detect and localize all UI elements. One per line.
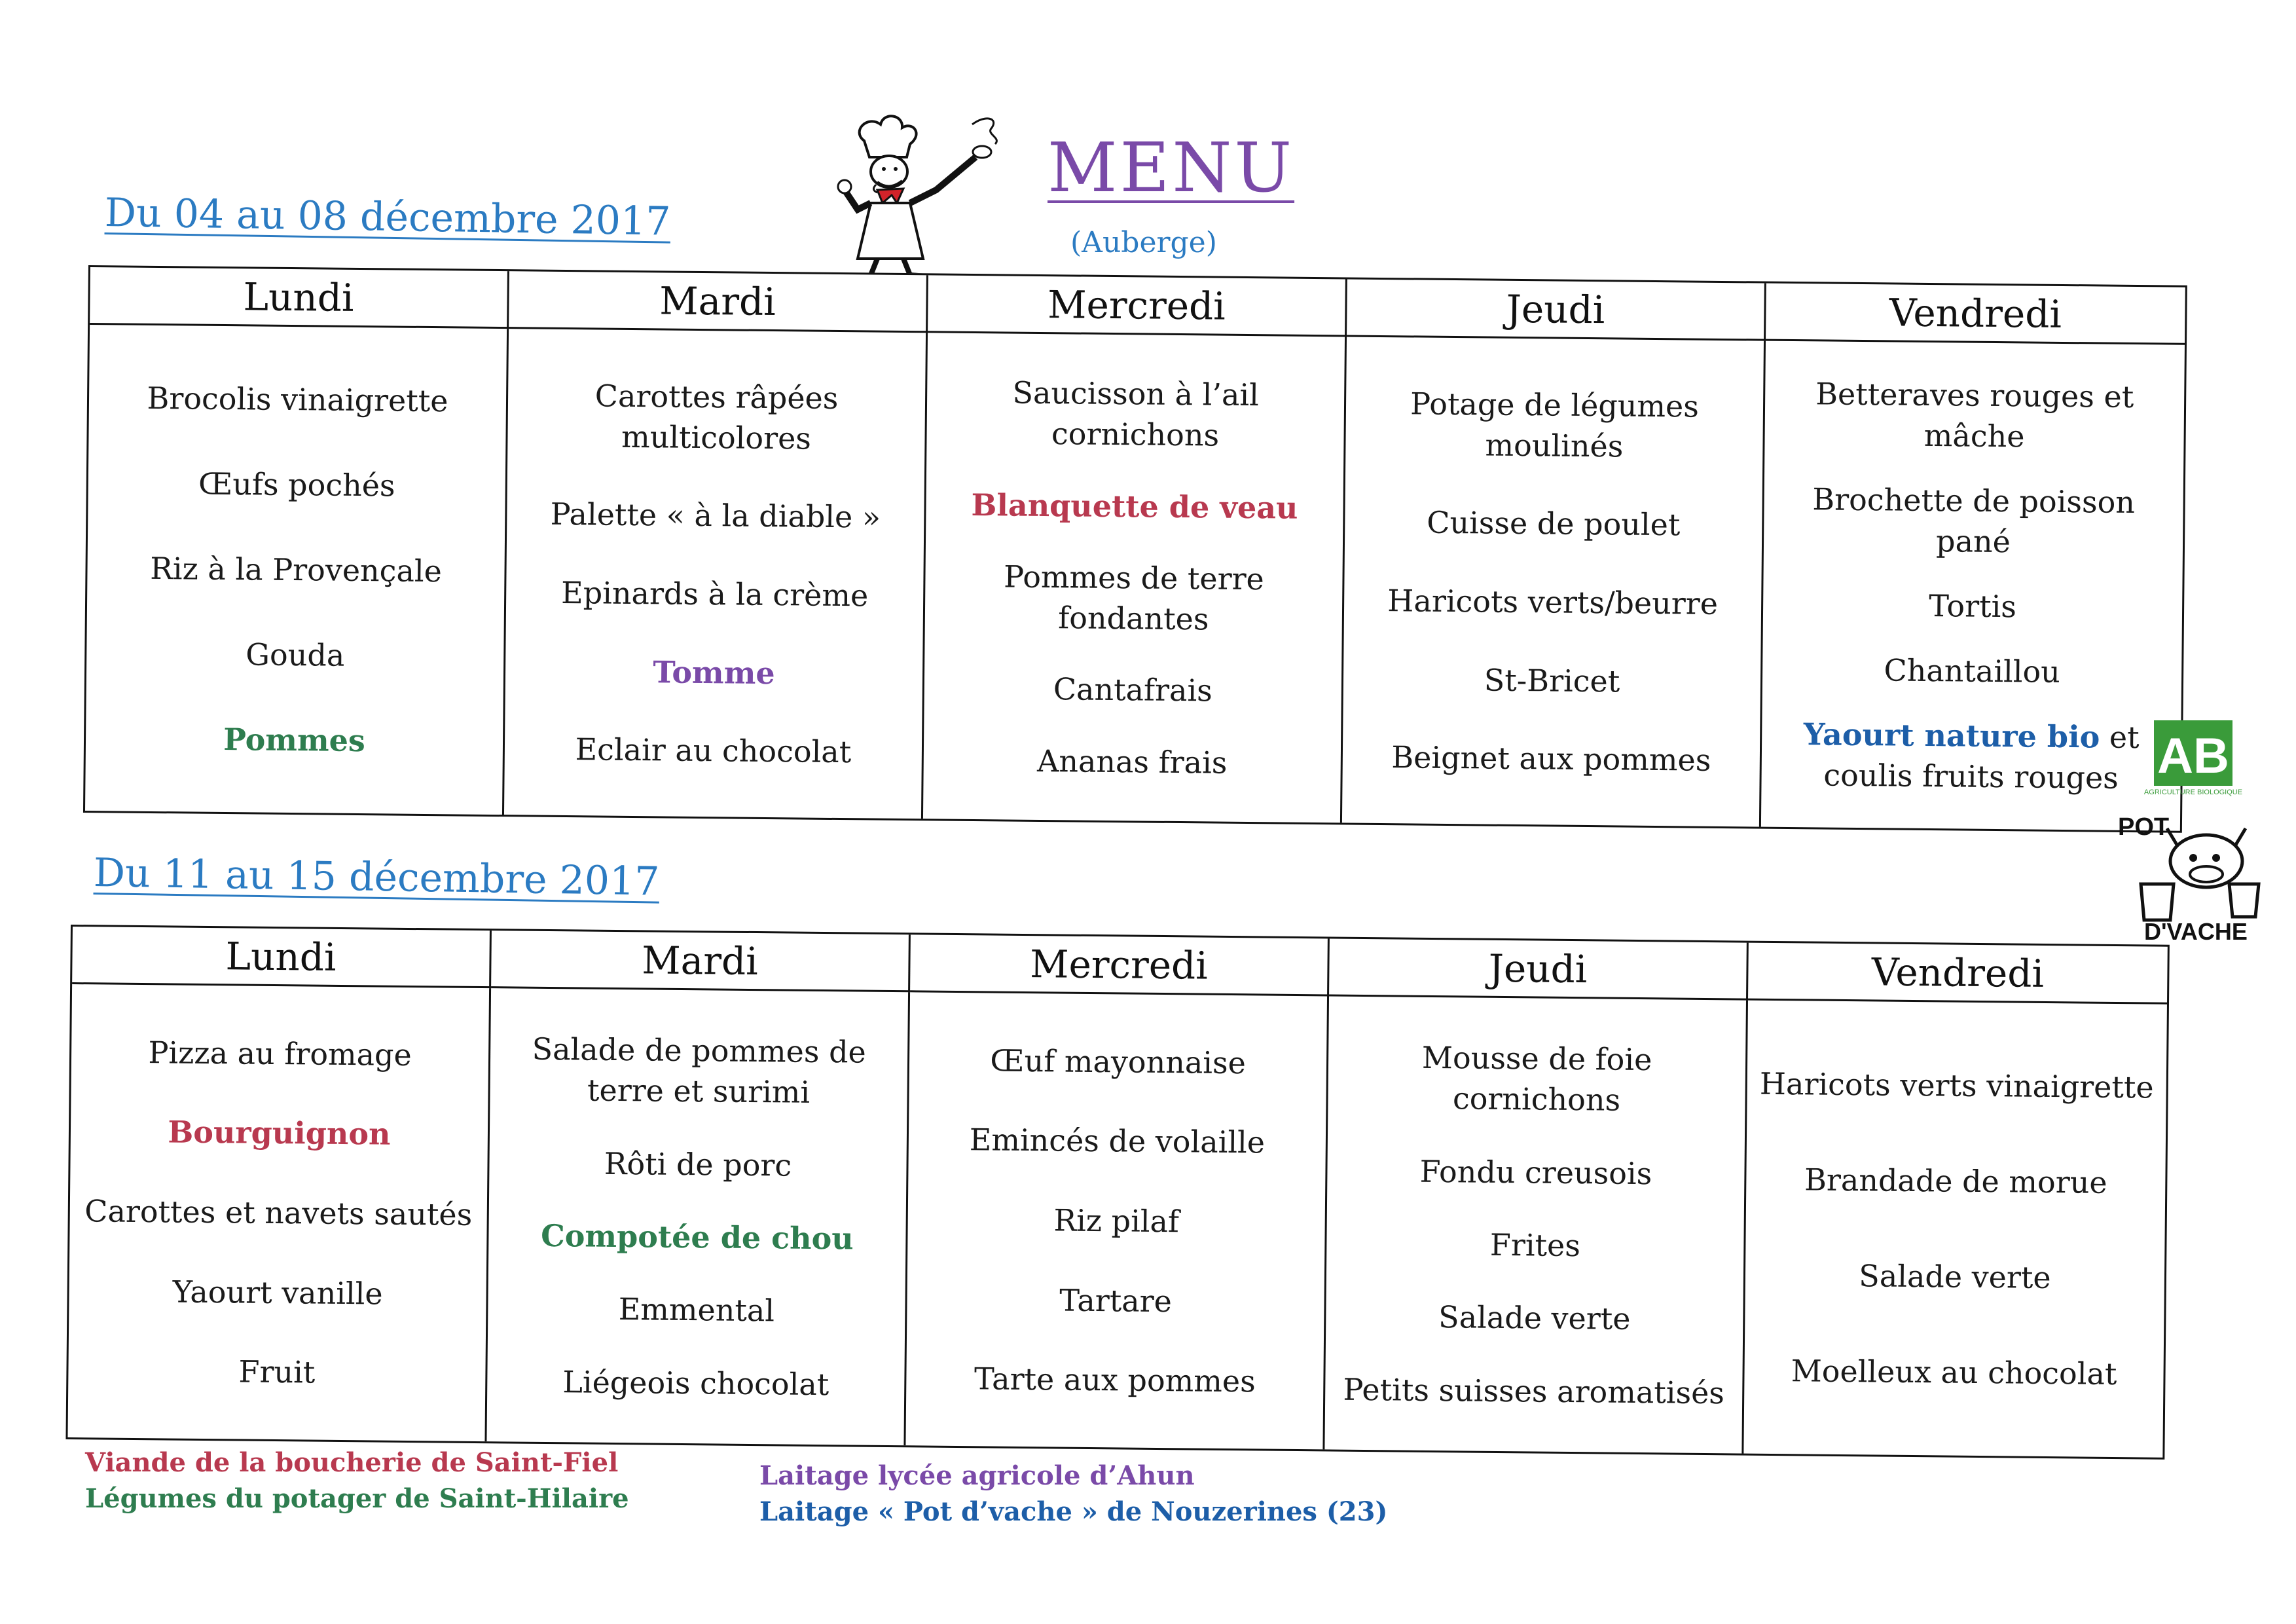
- menu-item: [1438, 1297, 1631, 1339]
- menu-item-label: Saucisson à l’ail cornichons: [1012, 375, 1260, 453]
- menu-item: [937, 555, 1331, 640]
- menu-item-label: Mousse de foie cornichons: [1421, 1040, 1652, 1118]
- menu-item-label: Emmental: [618, 1291, 775, 1329]
- menu-item-label: Epinards à la crème: [560, 574, 869, 614]
- menu-item: [519, 375, 913, 460]
- menu-item: [1490, 1225, 1581, 1266]
- menu-item: [1884, 650, 2060, 692]
- ab-logo-letters: AB: [2157, 728, 2229, 784]
- week-2-title: Du 11 au 15 décembre 2017: [93, 850, 660, 905]
- menu-item-label: Ananas frais: [1036, 743, 1228, 781]
- menu-item: [168, 1112, 391, 1154]
- day-header-vendredi: Vendredi: [1766, 284, 2185, 345]
- pot-logo-top-text: POT: [2118, 813, 2170, 841]
- menu-item: [148, 1032, 412, 1075]
- week-2-menu-table: [65, 925, 2169, 1460]
- menu-item: [1791, 1350, 2117, 1394]
- day-cell-lundi: [67, 984, 491, 1441]
- day-header-vendredi: Vendredi: [1748, 943, 2168, 1005]
- menu-item-label: Pizza au fromage: [148, 1034, 412, 1073]
- legend-vegetable-source: Légumes du potager de Saint-Hilaire: [85, 1483, 629, 1514]
- menu-title: MENU: [1048, 128, 1295, 208]
- day-cell-lundi: [85, 325, 509, 815]
- ab-logo-caption: AGRICULTURE BIOLOGIQUE: [2143, 788, 2243, 796]
- menu-item: [653, 652, 775, 693]
- menu-item: [1776, 479, 2172, 564]
- menu-item: [561, 572, 869, 616]
- menu-item-label: Brocolis vinaigrette: [147, 380, 448, 419]
- menu-item: [1357, 382, 1751, 468]
- menu-item: [1427, 502, 1681, 545]
- menu-item-label: Potage de légumes moulinés: [1410, 385, 1700, 464]
- menu-item-label: Brochette de poisson pané: [1812, 481, 2136, 560]
- menu-item-label: Beignet aux pommes: [1391, 739, 1711, 779]
- menu-item-label: Palette « à la diable »: [550, 496, 881, 535]
- day-header-jeudi: Jeudi: [1329, 938, 1749, 1000]
- menu-item-label: Frites: [1489, 1227, 1581, 1264]
- menu-item-label: Eclair au chocolat: [575, 731, 852, 770]
- menu-item: [1776, 373, 2172, 458]
- menu-item: [971, 485, 1298, 528]
- day-header-mardi: Mardi: [509, 271, 928, 333]
- menu-item: [1419, 1151, 1652, 1193]
- menu-item-label: Œuf mayonnaise: [990, 1043, 1247, 1080]
- menu-item-label: Salade de pommes de terre et surimi: [532, 1031, 867, 1111]
- menu-item-label: Gouda: [246, 637, 345, 673]
- day-cell-mercredi: [923, 333, 1347, 822]
- menu-item-label: Yaourt nature bio: [1803, 716, 2100, 755]
- menu-item: [246, 634, 345, 676]
- day-header-mercredi: Mercredi: [910, 934, 1330, 996]
- menu-item-label: Blanquette de veau: [971, 487, 1298, 526]
- menu-subtitle: (Auberge): [1070, 226, 1217, 259]
- menu-item: [1804, 1159, 2107, 1203]
- menu-item-label: Tarte aux pommes: [974, 1361, 1256, 1399]
- menu-item-label: Liégeois chocolat: [562, 1363, 829, 1402]
- day-cell-jeudi: [1342, 337, 1766, 826]
- menu-item-label: Tartare: [1059, 1282, 1173, 1319]
- menu-item: [541, 1215, 854, 1259]
- pot-dvache-cow-logo-icon: [2115, 805, 2272, 950]
- menu-item-label: Tortis: [1929, 588, 2017, 625]
- menu-item: [1929, 585, 2016, 627]
- menu-item: [1059, 1280, 1172, 1321]
- ab-organic-logo-icon: [2143, 717, 2243, 805]
- menu-item: [84, 1190, 473, 1235]
- menu-item: [1053, 1200, 1179, 1242]
- day-cell-mardi: [504, 329, 928, 819]
- menu-item: [1339, 1037, 1734, 1122]
- week-1-title: Du 04 au 08 décembre 2017: [104, 190, 671, 245]
- menu-item-label: Carottes râpées multicolores: [594, 378, 839, 456]
- menu-item-label: Pommes: [223, 721, 366, 759]
- menu-item-label: Haricots verts vinaigrette: [1759, 1065, 2154, 1105]
- menu-item-label: Pommes de terre fondantes: [1003, 559, 1265, 637]
- menu-item-label: Rôti de porc: [604, 1145, 792, 1183]
- menu-item: [1343, 1369, 1724, 1413]
- menu-item: [970, 1119, 1266, 1162]
- chef-illustration-icon: [831, 111, 1021, 282]
- menu-item: [172, 1271, 383, 1314]
- menu-item: [501, 1029, 896, 1114]
- menu-item: [575, 729, 851, 772]
- day-cell-mardi: [486, 988, 910, 1445]
- menu-item-label: Salade verte: [1859, 1258, 2051, 1296]
- day-header-lundi: Lundi: [90, 267, 509, 329]
- menu-item-label: Salade verte: [1438, 1299, 1631, 1337]
- menu-item: [1387, 580, 1718, 624]
- menu-item: [1053, 669, 1213, 711]
- day-cell-jeudi: [1324, 996, 1748, 1453]
- menu-item: [1484, 659, 1620, 701]
- menu-item: [150, 548, 442, 591]
- menu-item-label: St-Bricet: [1484, 662, 1620, 699]
- day-header-jeudi: Jeudi: [1347, 279, 1766, 341]
- menu-item-label: Bourguignon: [168, 1114, 391, 1152]
- menu-item: [198, 464, 395, 506]
- menu-item-label: Tomme: [653, 654, 775, 691]
- day-cell-mercredi: [905, 992, 1329, 1449]
- day-cell-vendredi: [1743, 1001, 2167, 1458]
- menu-item-label: Fondu creusois: [1419, 1153, 1652, 1191]
- legend-dairy-pot-dvache: Laitage « Pot d’vache » de Nouzerines (23): [759, 1496, 1388, 1527]
- menu-item: [1773, 714, 2169, 799]
- menu-item-label: Petits suisses aromatisés: [1343, 1371, 1725, 1411]
- menu-item-label: Carottes et navets sautés: [84, 1193, 473, 1232]
- menu-item-label: Cuisse de poulet: [1427, 504, 1681, 543]
- legend-meat-source: Viande de la boucherie de Saint-Fiel: [85, 1447, 619, 1478]
- menu-item: [618, 1289, 774, 1331]
- menu-item: [974, 1359, 1256, 1402]
- menu-item-label: Fruit: [238, 1354, 316, 1390]
- menu-item-label: Chantaillou: [1884, 652, 2061, 690]
- day-header-lundi: Lundi: [72, 927, 492, 988]
- menu-item: [1037, 741, 1228, 783]
- menu-item-label: Moelleux au chocolat: [1791, 1353, 2117, 1392]
- menu-item: [550, 494, 881, 538]
- menu-item-label: Emincés de volaille: [969, 1122, 1266, 1160]
- menu-item-label: Cantafrais: [1053, 671, 1213, 709]
- day-header-mardi: Mardi: [491, 931, 911, 992]
- menu-item: [938, 372, 1332, 457]
- day-cell-vendredi: [1761, 341, 2185, 831]
- day-header-mercredi: Mercredi: [928, 275, 1347, 337]
- menu-item: [1391, 737, 1711, 781]
- menu-item: [238, 1352, 315, 1393]
- menu-item-label: Riz à la Provençale: [149, 550, 443, 589]
- menu-item: [1859, 1255, 2051, 1298]
- menu-item-label: Brandade de morue: [1804, 1162, 2107, 1200]
- pot-logo-bottom-text: D'VACHE: [2144, 918, 2248, 945]
- menu-item-suffix: et coulis fruits rouges: [1823, 719, 2140, 796]
- menu-item: [562, 1361, 829, 1405]
- menu-item: [604, 1143, 792, 1185]
- week-1-menu-table: [83, 265, 2187, 833]
- menu-item-label: Haricots verts/beurre: [1387, 583, 1719, 621]
- legend-dairy-ahun: Laitage lycée agricole d’Ahun: [759, 1460, 1195, 1491]
- menu-item: [223, 719, 365, 761]
- menu-item-label: Betteraves rouges et mâche: [1815, 376, 2134, 454]
- menu-item-label: Riz pilaf: [1053, 1202, 1180, 1240]
- menu-item: [1760, 1063, 2154, 1108]
- menu-item-label: Œufs pochés: [198, 466, 395, 504]
- menu-item: [990, 1040, 1246, 1083]
- menu-item: [147, 378, 448, 422]
- menu-item-label: Yaourt vanille: [172, 1274, 383, 1312]
- menu-item-label: Compotée de chou: [540, 1217, 854, 1257]
